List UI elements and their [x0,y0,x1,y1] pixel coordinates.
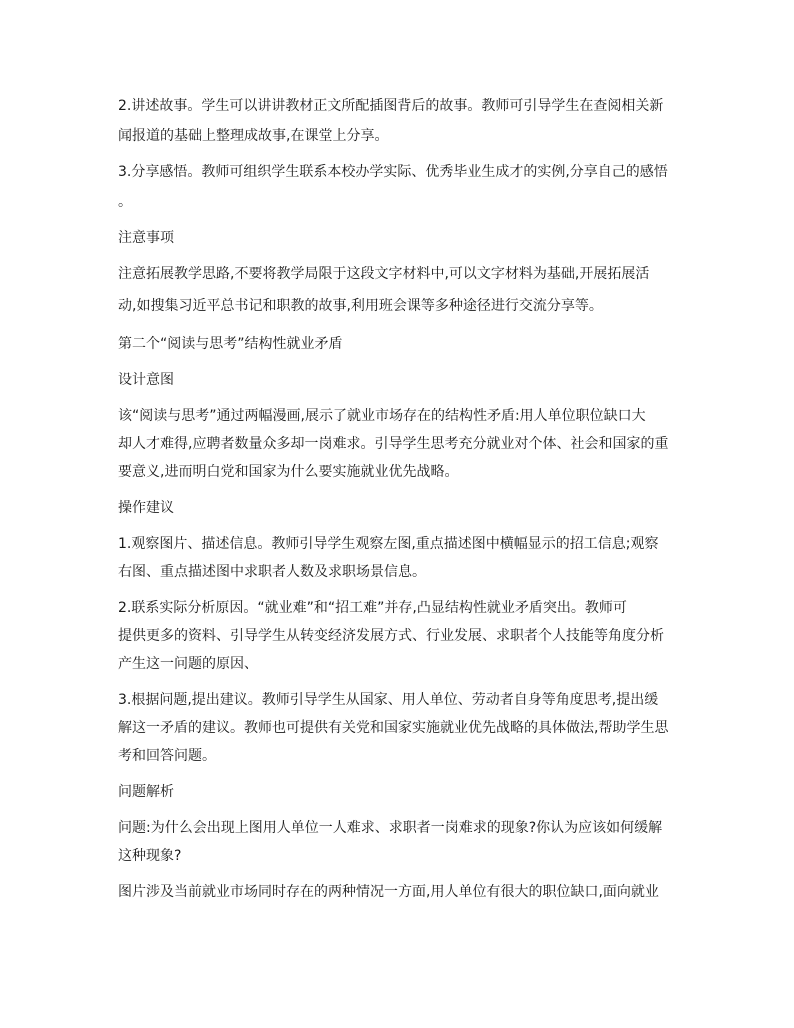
suggestion-1-line-1: 1.观察图片、描述信息。教师引导学生观察左图,重点描述图中横幅显示的招工信息;观察 [118,536,659,552]
heading-notes: 注意事项 [118,230,174,246]
paragraph-3-line-1: 3.分享感悟。教师可组织学生联系本校办学实际、优秀毕业生成才的实例,分享自己的感悟 [118,164,668,180]
suggestion-3-line-3: 考和回答问题。 [118,748,216,764]
suggestion-1-line-2: 右图、重点描述图中求职者人数及求职场景信息。 [118,564,426,580]
design-intent-line-3: 要意义,进而明白党和国家为什么要实施就业优先战略。 [118,464,459,480]
answer-line-1: 图片涉及当前就业市场同时存在的两种情况一方面,用人单位有很大的职位缺口,面向就业 [118,884,659,900]
paragraph-2-line-2: 闻报道的基础上整理成故事,在课堂上分享。 [118,128,389,144]
suggestion-2-line-3: 产生这一问题的原因、 [118,656,258,672]
heading-design-intent: 设计意图 [118,372,174,388]
heading-operation-suggestions: 操作建议 [118,500,174,516]
question-line-1: 问题:为什么会出现上图用人单位一人难求、求职者一岗难求的现象?你认为应该如何缓解 [118,820,663,836]
suggestion-2-line-1: 2.联系实际分析原因。“就业难”和“招工难”并存,凸显结构性就业矛盾突出。教师可 [118,600,627,616]
paragraph-3-line-2: 。 [118,194,132,210]
suggestion-3-line-1: 3.根据问题,提出建议。教师引导学生从国家、用人单位、劳动者自身等角度思考,提出缓 [118,692,659,708]
question-line-2: 这种现象? [118,848,182,864]
design-intent-line-1: 该“阅读与思考”通过两幅漫画,展示了就业市场存在的结构性矛盾:用人单位职位缺口大 [118,408,646,424]
suggestion-3-line-2: 解这一矛盾的建议。教师也可提供有关党和国家实施就业优先战略的具体做法,帮助学生思 [118,720,669,736]
suggestion-2-line-2: 提供更多的资料、引导学生从转变经济发展方式、行业发展、求职者个人技能等角度分析 [118,628,664,644]
design-intent-line-2: 却人才难得,应聘者数量众多却一岗难求。引导学生思考充分就业对个体、社会和国家的重 [118,436,669,452]
heading-second-reading: 第二个“阅读与思考”结构性就业矛盾 [118,336,343,352]
heading-problem-analysis: 问题解析 [118,784,174,800]
notes-line-1: 注意拓展教学思路,不要将教学局限于这段文字材料中,可以文字材料为基础,开展拓展活 [118,266,650,282]
notes-line-2: 动,如搜集习近平总书记和职教的故事,利用班会课等多种途径进行交流分享等。 [118,298,603,314]
paragraph-2-line-1: 2.讲述故事。学生可以讲讲教材正文所配插图背后的故事。教师可引导学生在查阅相关新 [118,98,664,114]
